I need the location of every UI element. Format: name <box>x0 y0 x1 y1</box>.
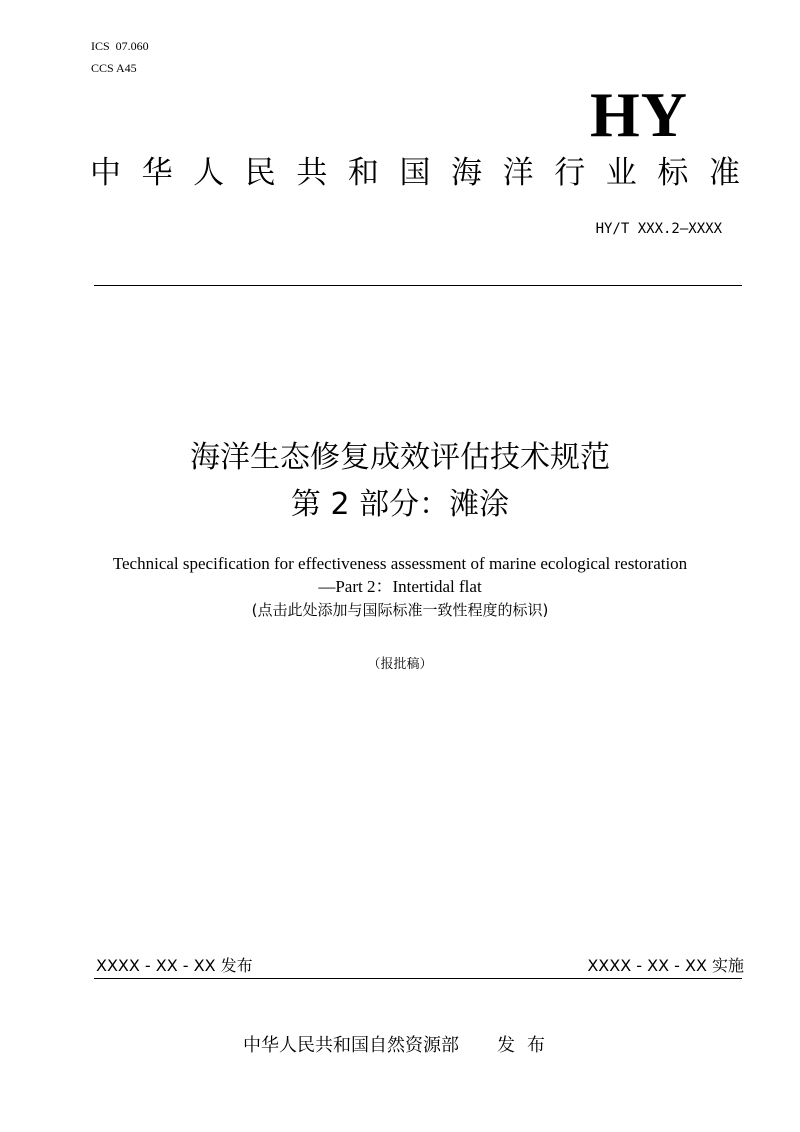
draft-status: （报批稿） <box>367 657 433 672</box>
document-subtitle-zh: 第 2 部分：滩涂 <box>290 487 510 522</box>
standard-title-char: 华 <box>141 155 173 191</box>
standard-title-char: 洋 <box>502 155 534 191</box>
standard-title-char: 民 <box>244 155 276 191</box>
standard-title-char: 海 <box>451 155 483 191</box>
document-title-zh: 海洋生态修复成效评估技术规范 <box>190 440 610 475</box>
issuer-line <box>0 1034 800 1058</box>
ics-code: ICS 07.060 <box>91 39 149 53</box>
standard-title-char: 中 <box>90 155 121 191</box>
document-subtitle-en: —Part 2：Intertidal flat <box>318 577 482 596</box>
standard-title-char: 和 <box>347 155 379 191</box>
hy-logo: HY <box>590 79 688 150</box>
standard-title-char: 准 <box>708 155 740 191</box>
standard-category-title <box>90 153 740 193</box>
standard-title-char: 业 <box>605 155 637 191</box>
issue-date: XXXX - XX - XX 发布 <box>96 956 253 975</box>
standard-title-char: 共 <box>296 155 328 191</box>
ccs-code: CCS A45 <box>91 61 137 75</box>
footer-divider <box>94 978 742 979</box>
standard-title-char: 标 <box>657 155 689 191</box>
standard-title-char: 行 <box>554 155 586 191</box>
standard-title-char: 国 <box>399 155 431 191</box>
header-divider <box>94 285 742 286</box>
issuer-verb: 发布 <box>497 1035 557 1056</box>
document-title-en: Technical specification for effectiveness assessment of marine ecological restoration <box>112 554 688 573</box>
consistency-note: (点击此处添加与国际标准一致性程度的标识) <box>251 601 549 619</box>
implement-date: XXXX - XX - XX 实施 <box>587 956 744 975</box>
standard-title-char: 人 <box>193 155 225 191</box>
issuer-name: 中华人民共和国自然资源部 <box>243 1035 459 1056</box>
standard-number: HY/T XXX.2—XXXX <box>595 221 722 237</box>
